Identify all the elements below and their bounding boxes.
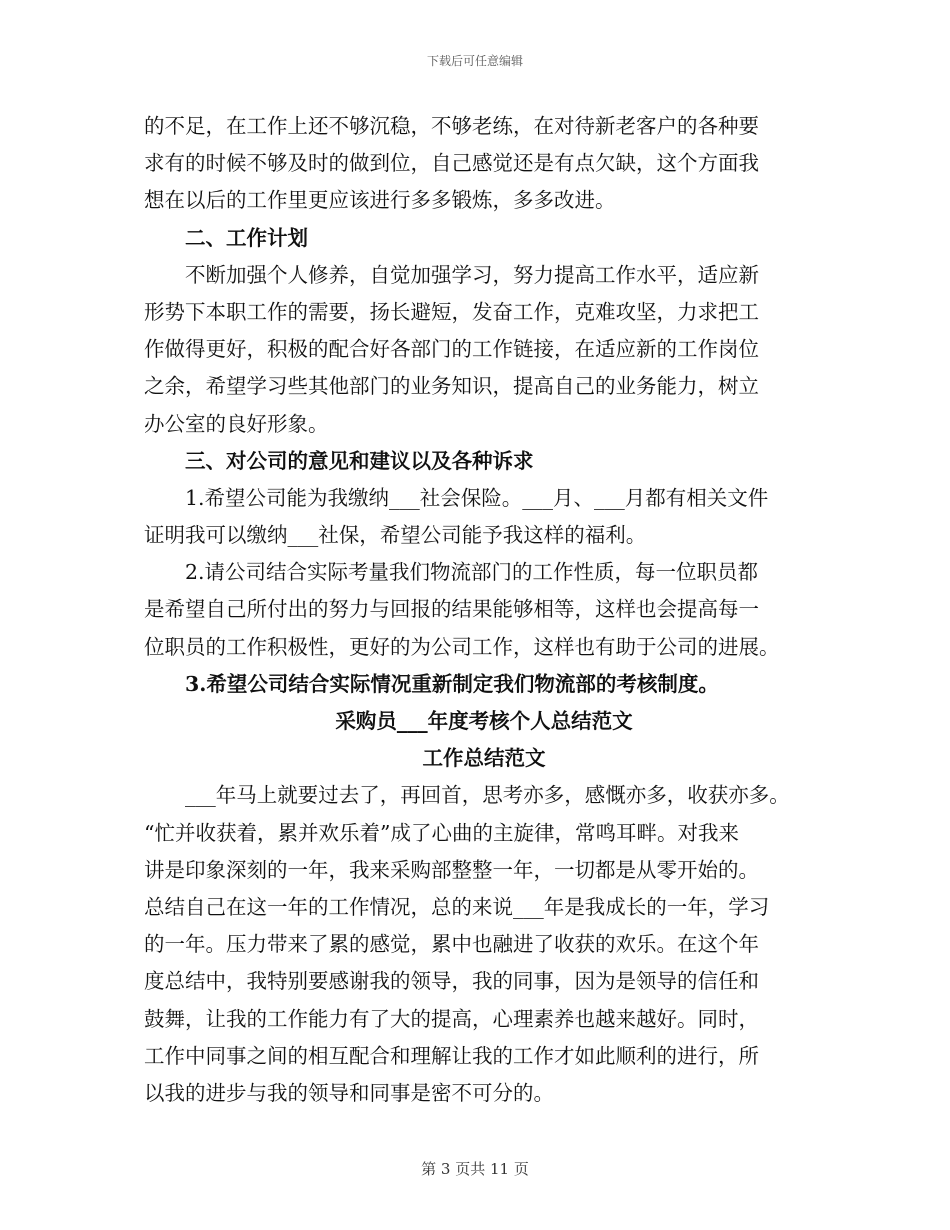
page-header: 下载后可任意编辑: [426, 54, 523, 68]
text-line: 之余，希望学习些其他部门的业务知识，提高自己的业务能力，树立: [144, 374, 759, 399]
text-line: 总结自己在这一年的工作情况，总的来说___年是我成长的一年，学习: [144, 894, 770, 919]
text-line: 不断加强个人修养，自觉加强学习，努力提高工作水平，适应新: [185, 262, 759, 287]
document-body: [144, 108, 824, 1112]
section-heading: 三、对公司的意见和建议以及各种诉求: [185, 448, 534, 473]
text-line: 讲是印象深刻的一年，我来采购部整整一年，一切都是从零开始的。: [144, 857, 759, 882]
text-line: 是希望自己所付出的努力与回报的结果能够相等，这样也会提高每一: [144, 597, 759, 622]
document-title: 工作总结范文: [422, 746, 546, 771]
text-line: 位职员的工作积极性，更好的为公司工作，这样也有助于公司的进展。: [144, 634, 780, 659]
text-line: 度总结中，我特别要感谢我的领导，我的同事，因为是领导的信任和: [144, 969, 759, 994]
text-line: 形势下本职工作的需要，扬长避短，发奋工作，克难攻坚，力求把工: [144, 299, 759, 324]
text-line: 1.希望公司能为我缴纳___社会保险。___月、___月都有相关文件: [185, 485, 769, 510]
section-heading: 二、工作计划: [185, 225, 308, 250]
text-line: 以我的进步与我的领导和同事是密不可分的。: [144, 1080, 554, 1105]
text-line: 证明我可以缴纳___社保，希望公司能予我这样的福利。: [144, 523, 647, 548]
text-line: 求有的时候不够及时的做到位，自己感觉还是有点欠缺，这个方面我: [144, 151, 759, 176]
text-line: 2.请公司结合实际考量我们物流部门的工作性质，每一位职员都: [185, 560, 759, 585]
text-line: “忙并收获着，累并欢乐着”成了心曲的主旋律，常鸣耳畔。对我来: [144, 820, 739, 845]
text-line: 想在以后的工作里更应该进行多多锻炼，多多改进。: [144, 188, 616, 213]
text-line: 办公室的良好形象。: [144, 411, 329, 436]
text-line: 的不足，在工作上还不够沉稳，不够老练，在对待新老客户的各种要: [144, 114, 759, 138]
text-line: 工作中同事之间的相互配合和理解让我的工作才如此顺利的进行，所: [144, 1043, 759, 1068]
section-heading: 3.希望公司结合实际情况重新制定我们物流部的考核制度。: [185, 671, 719, 696]
text-line: 作做得更好，积极的配合好各部门的工作链接，在适应新的工作岗位: [144, 337, 759, 362]
text-line: 鼓舞，让我的工作能力有了大的提高，心理素养也越来越好。同时，: [144, 1006, 759, 1031]
page-footer: 第 3 页共 11 页: [421, 1160, 529, 1178]
text-line: 的一年。压力带来了累的感觉，累中也融进了收获的欢乐。在这个年: [144, 932, 759, 957]
document-title: 采购员___年度考核个人总结范文: [335, 709, 633, 733]
text-line: ___年马上就要过去了，再回首，思考亦多，感慨亦多，收获亦多。: [185, 783, 790, 808]
